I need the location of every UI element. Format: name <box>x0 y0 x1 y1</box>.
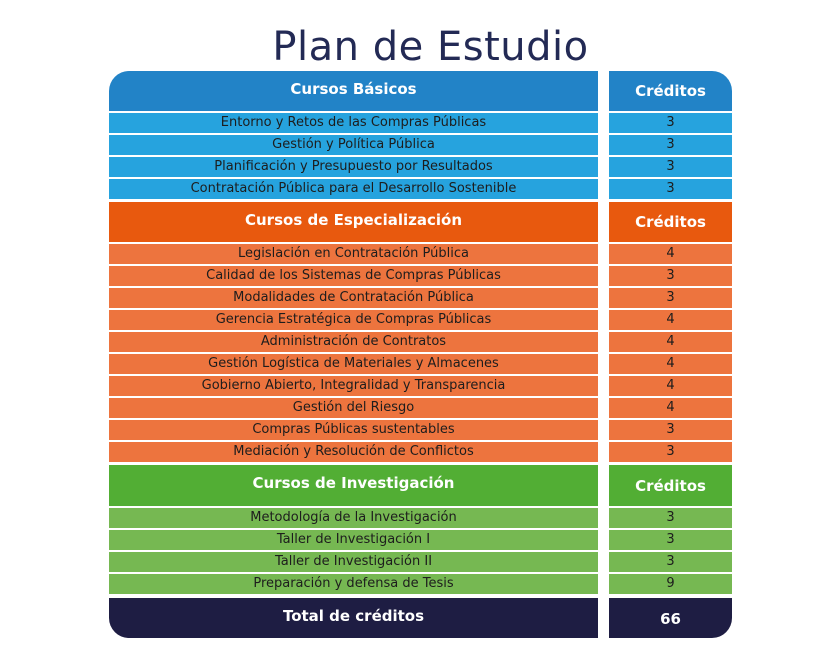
course-name: Gestión Logística de Materiales y Almacenes <box>109 354 598 374</box>
table-row <box>109 310 732 332</box>
table-row <box>109 574 732 596</box>
table-row <box>109 508 732 530</box>
course-credits: 3 <box>609 113 732 133</box>
course-name: Modalidades de Contratación Pública <box>109 288 598 308</box>
course-name: Taller de Investigación II <box>109 552 598 572</box>
course-name: Gobierno Abierto, Integralidad y Transparencia <box>109 376 598 396</box>
table-row <box>109 530 732 552</box>
table-row <box>109 442 732 464</box>
course-credits: 9 <box>609 574 732 594</box>
section-title: Cursos de Investigación <box>109 465 598 506</box>
course-credits: 3 <box>609 420 732 440</box>
course-name: Compras Públicas sustentables <box>109 420 598 440</box>
course-credits: 3 <box>609 552 732 572</box>
table-row <box>109 332 732 354</box>
course-credits: 3 <box>609 288 732 308</box>
course-name: Gestión del Riesgo <box>109 398 598 418</box>
research-courses-header <box>109 465 732 506</box>
section-title: Cursos de Especialización <box>109 202 598 242</box>
table-row <box>109 113 732 135</box>
credits-column-header: Créditos <box>609 71 732 111</box>
course-credits: 3 <box>609 530 732 550</box>
course-credits: 3 <box>609 157 732 177</box>
course-name: Preparación y defensa de Tesis <box>109 574 598 594</box>
specialization-courses-header <box>109 202 732 242</box>
course-credits: 3 <box>609 442 732 462</box>
course-credits: 4 <box>609 376 732 396</box>
course-name: Legislación en Contratación Pública <box>109 244 598 264</box>
course-name: Metodología de la Investigación <box>109 508 598 528</box>
table-row <box>109 135 732 157</box>
page-title: Plan de Estudio <box>272 24 589 70</box>
course-credits: 4 <box>609 354 732 374</box>
table-row <box>109 420 732 442</box>
course-credits: 4 <box>609 398 732 418</box>
table-row <box>109 552 732 574</box>
course-credits: 3 <box>609 135 732 155</box>
credits-column-header: Créditos <box>609 465 732 506</box>
course-name: Taller de Investigación I <box>109 530 598 550</box>
course-name: Calidad de los Sistemas de Compras Públicas <box>109 266 598 286</box>
table-row <box>109 157 732 179</box>
credits-column-header: Créditos <box>609 202 732 242</box>
course-credits: 3 <box>609 508 732 528</box>
course-name: Gerencia Estratégica de Compras Públicas <box>109 310 598 330</box>
course-name: Entorno y Retos de las Compras Públicas <box>109 113 598 133</box>
course-name: Mediación y Resolución de Conflictos <box>109 442 598 462</box>
course-credits: 4 <box>609 310 732 330</box>
table-row <box>109 354 732 376</box>
study-plan-table <box>109 71 732 638</box>
course-name: Gestión y Política Pública <box>109 135 598 155</box>
table-row <box>109 398 732 420</box>
course-credits: 3 <box>609 266 732 286</box>
total-value: 66 <box>609 598 732 638</box>
table-row <box>109 244 732 266</box>
total-row <box>109 598 732 638</box>
table-row <box>109 376 732 398</box>
table-row <box>109 288 732 310</box>
section-title: Cursos Básicos <box>109 71 598 111</box>
course-name: Planificación y Presupuesto por Resultados <box>109 157 598 177</box>
course-credits: 3 <box>609 179 732 199</box>
course-name: Administración de Contratos <box>109 332 598 352</box>
total-label: Total de créditos <box>109 598 598 638</box>
course-credits: 4 <box>609 332 732 352</box>
course-credits: 4 <box>609 244 732 264</box>
table-row <box>109 179 732 201</box>
course-name: Contratación Pública para el Desarrollo Sostenible <box>109 179 598 199</box>
table-row <box>109 266 732 288</box>
basic-courses-header <box>109 71 732 111</box>
